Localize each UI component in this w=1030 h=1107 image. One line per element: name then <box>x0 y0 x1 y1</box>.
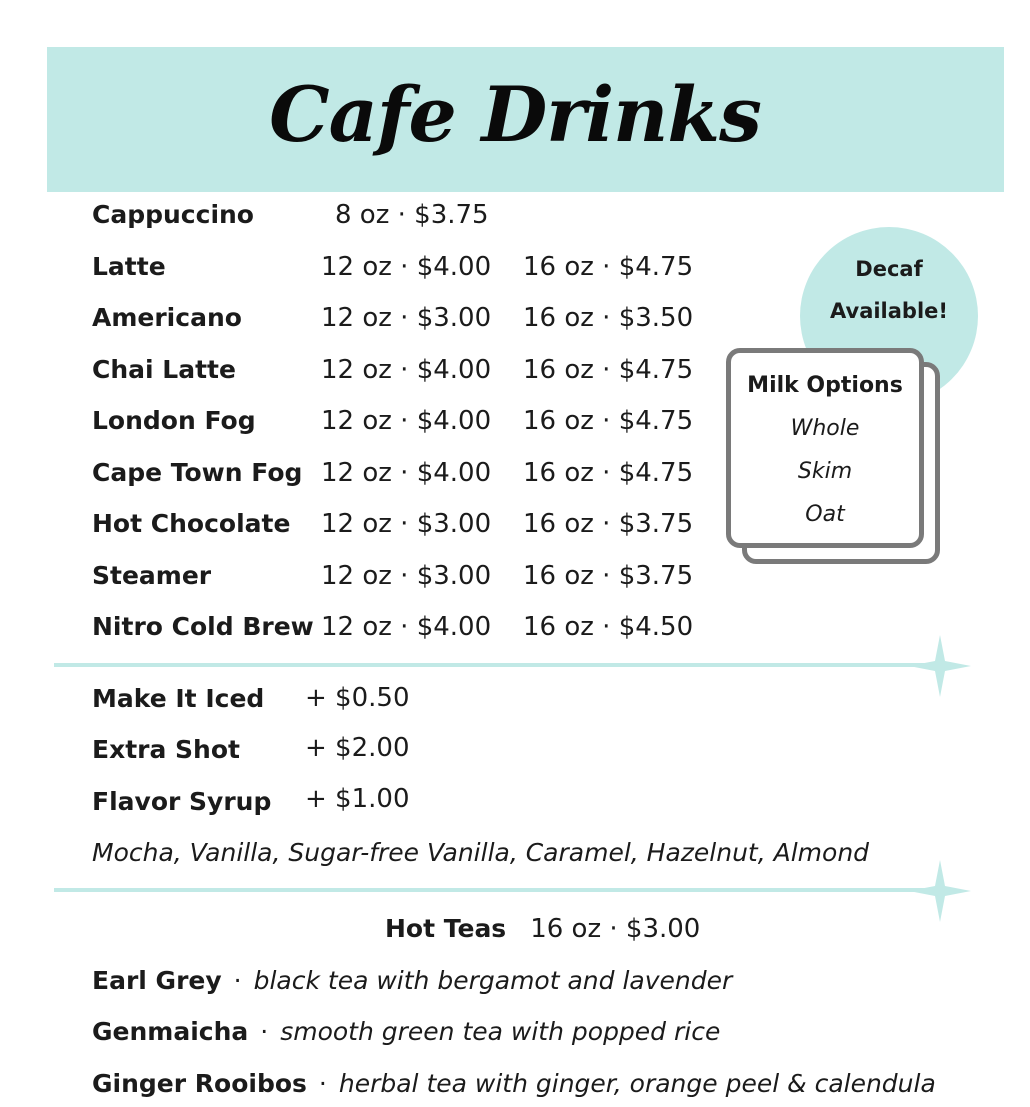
tea-description: herbal tea with ginger, orange peel & calendula <box>338 1069 936 1098</box>
tea-separator: · <box>233 966 242 995</box>
drink-row <box>92 509 712 549</box>
drink-size-price: 16 oz · $4.50 <box>523 612 694 642</box>
tea-name: Genmaicha <box>92 1017 249 1046</box>
drink-name: Cape Town Fog <box>92 458 303 487</box>
drink-row <box>92 252 712 292</box>
tea-header-label: Hot Teas <box>385 914 507 943</box>
drink-size-price: 16 oz · $4.75 <box>523 252 694 282</box>
drink-name: Chai Latte <box>92 355 236 384</box>
syrup-flavors: Mocha, Vanilla, Sugar-free Vanilla, Caramel, Hazelnut, Almond <box>92 838 870 867</box>
drink-size-price: 12 oz · $4.00 <box>321 406 492 436</box>
tea-section-header <box>385 914 700 944</box>
tea-separator: · <box>318 1069 327 1098</box>
addon-price: + $1.00 <box>305 784 410 814</box>
tea-row <box>92 966 732 995</box>
drink-size-price: 12 oz · $4.00 <box>321 355 492 385</box>
drink-size-price: 16 oz · $4.75 <box>523 406 694 436</box>
drink-size-price: 12 oz · $4.00 <box>321 252 492 282</box>
drink-name: Nitro Cold Brew <box>92 612 314 641</box>
milk-option: Whole <box>790 416 860 441</box>
drink-name: Americano <box>92 303 242 332</box>
addon-price: + $2.00 <box>305 733 410 763</box>
drink-name: London Fog <box>92 406 256 435</box>
drink-size-price: 12 oz · $3.00 <box>321 303 492 333</box>
tea-row <box>92 1017 720 1046</box>
drink-size-price: 16 oz · $3.50 <box>523 303 694 333</box>
tea-header-price: 16 oz · $3.00 <box>530 914 701 944</box>
drink-size-price: 16 oz · $3.75 <box>523 509 694 539</box>
drink-row <box>92 200 712 240</box>
decaf-label: Decaf <box>855 257 923 281</box>
drink-size-price: 12 oz · $4.00 <box>321 458 492 488</box>
drink-size-price: 16 oz · $4.75 <box>523 458 694 488</box>
sparkle-icon <box>909 860 971 922</box>
drink-size-price: 12 oz · $3.00 <box>321 561 492 591</box>
tea-description: smooth green tea with popped rice <box>280 1017 721 1046</box>
drink-name: Steamer <box>92 561 212 590</box>
drink-row <box>92 458 712 498</box>
drink-row <box>92 406 712 446</box>
sparkle-icon <box>909 635 971 697</box>
section-divider <box>54 888 952 892</box>
tea-name: Earl Grey <box>92 966 222 995</box>
milk-option: Oat <box>805 502 845 527</box>
drink-row <box>92 561 712 601</box>
section-divider <box>54 663 952 667</box>
drink-name: Cappuccino <box>92 200 254 229</box>
milk-options-card <box>726 348 924 548</box>
addon-name: Make It Iced <box>92 684 265 713</box>
milk-option: Skim <box>797 459 853 484</box>
drink-size-price: 12 oz · $3.00 <box>321 509 492 539</box>
addon-price: + $0.50 <box>305 683 410 713</box>
drink-name: Hot Chocolate <box>92 509 291 538</box>
drink-size-price: 12 oz · $4.00 <box>321 612 492 642</box>
tea-row <box>92 1069 936 1098</box>
drink-row <box>92 612 712 652</box>
drink-row <box>92 355 712 395</box>
tea-name: Ginger Rooibos <box>92 1069 307 1098</box>
decaf-label: Available! <box>830 299 948 323</box>
page-title: Cafe Drinks <box>269 70 761 159</box>
drink-name: Latte <box>92 252 166 281</box>
milk-options-title: Milk Options <box>747 373 903 398</box>
tea-separator: · <box>260 1017 269 1046</box>
drink-size-price: 8 oz · $3.75 <box>335 200 489 230</box>
drink-size-price: 16 oz · $4.75 <box>523 355 694 385</box>
addon-name: Extra Shot <box>92 735 240 764</box>
drink-size-price: 16 oz · $3.75 <box>523 561 694 591</box>
tea-description: black tea with bergamot and lavender <box>253 966 733 995</box>
drink-row <box>92 303 712 343</box>
addon-name: Flavor Syrup <box>92 787 272 816</box>
